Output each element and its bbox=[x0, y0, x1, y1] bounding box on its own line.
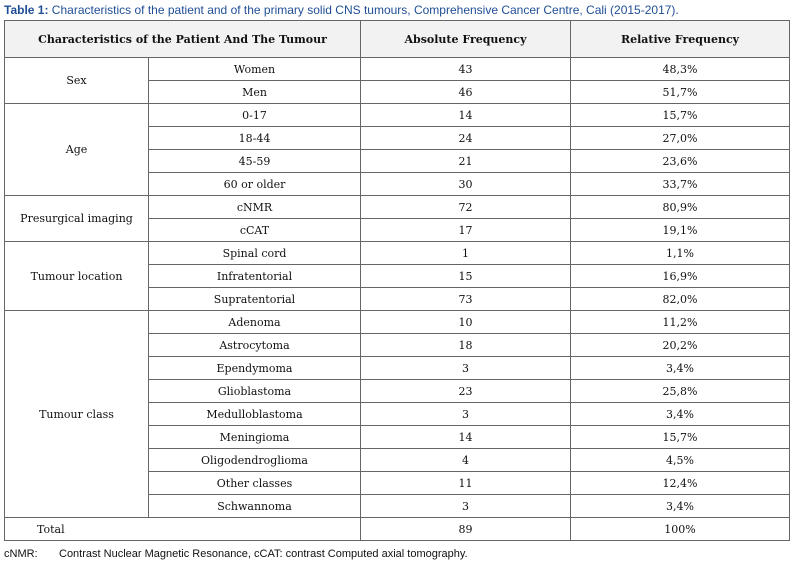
category-cell: Astrocytoma bbox=[149, 334, 361, 357]
category-cell: Adenoma bbox=[149, 311, 361, 334]
relative-frequency-cell: 82,0% bbox=[571, 288, 790, 311]
relative-frequency-cell: 4,5% bbox=[571, 449, 790, 472]
relative-frequency-cell: 3,4% bbox=[571, 357, 790, 380]
absolute-frequency-cell: 73 bbox=[361, 288, 571, 311]
category-cell: cNMR bbox=[149, 196, 361, 219]
footnote-text: Contrast Nuclear Magnetic Resonance, cCAT: contrast Computed axial tomography. bbox=[59, 548, 468, 560]
characteristics-table bbox=[4, 20, 790, 541]
absolute-frequency-cell: 23 bbox=[361, 380, 571, 403]
absolute-frequency-cell: 18 bbox=[361, 334, 571, 357]
relative-frequency-cell: 12,4% bbox=[571, 472, 790, 495]
category-cell: Infratentorial bbox=[149, 265, 361, 288]
relative-frequency-cell: 25,8% bbox=[571, 380, 790, 403]
absolute-frequency-cell: 3 bbox=[361, 495, 571, 518]
total-row bbox=[5, 518, 790, 541]
relative-frequency-cell: 27,0% bbox=[571, 127, 790, 150]
category-cell: Glioblastoma bbox=[149, 380, 361, 403]
absolute-frequency-cell: 14 bbox=[361, 426, 571, 449]
group-label: Sex bbox=[5, 58, 149, 104]
category-cell: Meningioma bbox=[149, 426, 361, 449]
caption-label: Table 1: bbox=[4, 3, 49, 17]
footnote-abbr: cNMR: bbox=[4, 548, 38, 560]
total-absolute: 89 bbox=[361, 518, 571, 541]
header-characteristics: Characteristics of the Patient And The Tumour bbox=[5, 21, 361, 58]
category-cell: 45-59 bbox=[149, 150, 361, 173]
table-row bbox=[5, 58, 790, 81]
relative-frequency-cell: 3,4% bbox=[571, 495, 790, 518]
group-label: Presurgical imaging bbox=[5, 196, 149, 242]
relative-frequency-cell: 16,9% bbox=[571, 265, 790, 288]
table-caption bbox=[4, 2, 790, 18]
table-row bbox=[5, 242, 790, 265]
absolute-frequency-cell: 46 bbox=[361, 81, 571, 104]
relative-frequency-cell: 51,7% bbox=[571, 81, 790, 104]
category-cell: Other classes bbox=[149, 472, 361, 495]
header-absolute-frequency: Absolute Frequency bbox=[361, 21, 571, 58]
category-cell: Women bbox=[149, 58, 361, 81]
category-cell: Ependymoma bbox=[149, 357, 361, 380]
category-cell: 60 or older bbox=[149, 173, 361, 196]
absolute-frequency-cell: 10 bbox=[361, 311, 571, 334]
category-cell: cCAT bbox=[149, 219, 361, 242]
table-body bbox=[5, 58, 790, 518]
absolute-frequency-cell: 15 bbox=[361, 265, 571, 288]
category-cell: Oligodendroglioma bbox=[149, 449, 361, 472]
relative-frequency-cell: 80,9% bbox=[571, 196, 790, 219]
relative-frequency-cell: 15,7% bbox=[571, 426, 790, 449]
relative-frequency-cell: 48,3% bbox=[571, 58, 790, 81]
relative-frequency-cell: 15,7% bbox=[571, 104, 790, 127]
header-relative-frequency: Relative Frequency bbox=[571, 21, 790, 58]
absolute-frequency-cell: 30 bbox=[361, 173, 571, 196]
category-cell: Schwannoma bbox=[149, 495, 361, 518]
group-label: Age bbox=[5, 104, 149, 196]
table-header-row bbox=[5, 21, 790, 58]
category-cell: Spinal cord bbox=[149, 242, 361, 265]
absolute-frequency-cell: 72 bbox=[361, 196, 571, 219]
group-label: Tumour location bbox=[5, 242, 149, 311]
relative-frequency-cell: 3,4% bbox=[571, 403, 790, 426]
category-cell: Supratentorial bbox=[149, 288, 361, 311]
category-cell: 18-44 bbox=[149, 127, 361, 150]
absolute-frequency-cell: 11 bbox=[361, 472, 571, 495]
total-label: Total bbox=[5, 518, 361, 541]
relative-frequency-cell: 23,6% bbox=[571, 150, 790, 173]
category-cell: 0-17 bbox=[149, 104, 361, 127]
absolute-frequency-cell: 3 bbox=[361, 357, 571, 380]
absolute-frequency-cell: 43 bbox=[361, 58, 571, 81]
table-row bbox=[5, 196, 790, 219]
category-cell: Men bbox=[149, 81, 361, 104]
footnote bbox=[4, 547, 790, 561]
absolute-frequency-cell: 24 bbox=[361, 127, 571, 150]
relative-frequency-cell: 33,7% bbox=[571, 173, 790, 196]
absolute-frequency-cell: 4 bbox=[361, 449, 571, 472]
absolute-frequency-cell: 17 bbox=[361, 219, 571, 242]
category-cell: Medulloblastoma bbox=[149, 403, 361, 426]
table-row bbox=[5, 104, 790, 127]
table-row bbox=[5, 311, 790, 334]
caption-text: Characteristics of the patient and of the primary solid CNS tumours, Comprehensive Cancer Centre, Cali (2015-2017). bbox=[48, 3, 679, 17]
absolute-frequency-cell: 3 bbox=[361, 403, 571, 426]
relative-frequency-cell: 20,2% bbox=[571, 334, 790, 357]
relative-frequency-cell: 1,1% bbox=[571, 242, 790, 265]
relative-frequency-cell: 19,1% bbox=[571, 219, 790, 242]
total-relative: 100% bbox=[571, 518, 790, 541]
absolute-frequency-cell: 14 bbox=[361, 104, 571, 127]
absolute-frequency-cell: 21 bbox=[361, 150, 571, 173]
group-label: Tumour class bbox=[5, 311, 149, 518]
relative-frequency-cell: 11,2% bbox=[571, 311, 790, 334]
absolute-frequency-cell: 1 bbox=[361, 242, 571, 265]
